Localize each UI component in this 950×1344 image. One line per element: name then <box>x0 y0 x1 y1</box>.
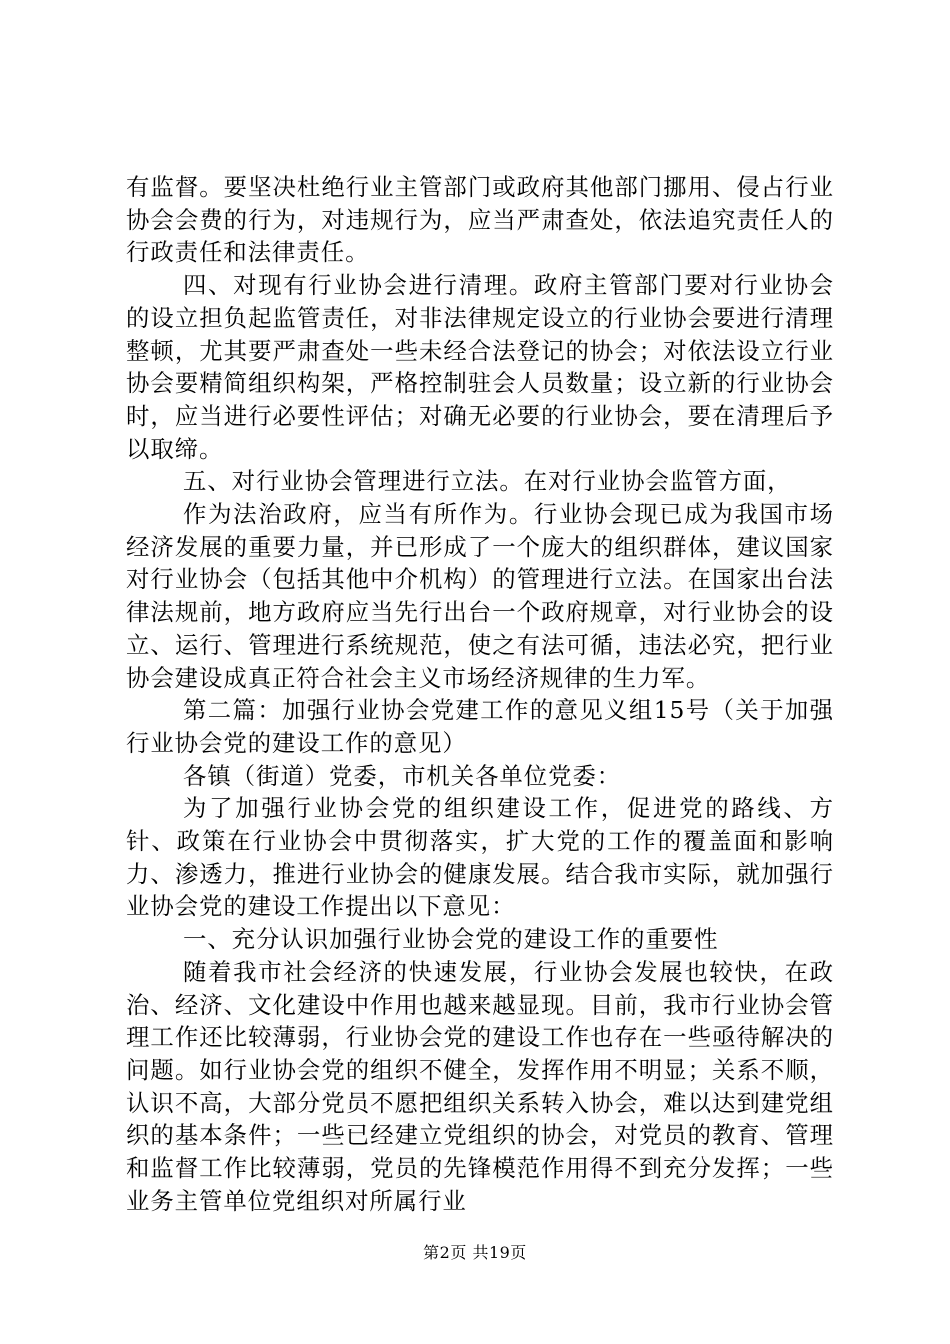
paragraph-4: 作为法治政府，应当有所作为。行业协会现已成为我国市场经济发展的重要力量，并已形成了一个庞大的组织群体，建议国家对行业协会（包括其他中介机构）的管理进行立法。在国家出台法律法规前，地方政府应当先行出台一个政府规章，对行业协会的设立、运行、管理进行系统规范，使之有法可循，违法必究，把行业协会建设成真正符合社会主义市场经济规律的生力军。 <box>126 500 834 692</box>
page-number-footer: 第2页 共19页 <box>423 1243 527 1262</box>
paragraph-7: 为了加强行业协会党的组织建设工作，促进党的路线、方针、政策在行业协会中贯彻落实，扩大党的工作的覆盖面和影响力、渗透力，推进行业协会的健康发展。结合我市实际，就加强行业协会党的建设工作提出以下意见： <box>126 794 834 921</box>
paragraph-2: 四、对现有行业协会进行清理。政府主管部门要对行业协会的设立担负起监管责任，对非法律规定设立的行业协会要进行清理整顿，尤其要严肃查处一些未经合法登记的协会；对依法设立行业协会要精简组织构架，严格控制驻会人员数量；设立新的行业协会时，应当进行必要性评估；对确无必要的行业协会，要在清理后予以取缔。 <box>126 271 834 463</box>
document-body <box>126 171 834 1218</box>
paragraph-1: 有监督。要坚决杜绝行业主管部门或政府其他部门挪用、侵占行业协会会费的行为，对违规行为，应当严肃查处，依法追究责任人的行政责任和法律责任。 <box>126 173 834 267</box>
paragraph-6-salutation: 各镇（街道）党委，市机关各单位党委： <box>183 761 622 790</box>
paragraph-3: 五、对行业协会管理进行立法。在对行业协会监管方面， <box>183 467 792 496</box>
paragraph-8-heading: 一、充分认识加强行业协会党的建设工作的重要性 <box>183 925 719 954</box>
paragraph-9: 随着我市社会经济的快速发展，行业协会发展也较快，在政治、经济、文化建设中作用也越来越显现。目前，我市行业协会管理工作还比较薄弱，行业协会党的建设工作也存在一些亟待解决的问题。如行业协会党的组织不健全，发挥作用不明显；关系不顺，认识不高，大部分党员不愿把组织关系转入协会，难以达到建党组织的基本条件；一些已经建立党组织的协会，对党员的教育、管理和监督工作比较薄弱，党员的先锋模范作用得不到充分发挥；一些业务主管单位党组织对所属行业 <box>126 957 834 1215</box>
paragraph-5-section-title: 第二篇：加强行业协会党建工作的意见义组15号（关于加强行业协会党的建设工作的意见） <box>126 696 834 757</box>
